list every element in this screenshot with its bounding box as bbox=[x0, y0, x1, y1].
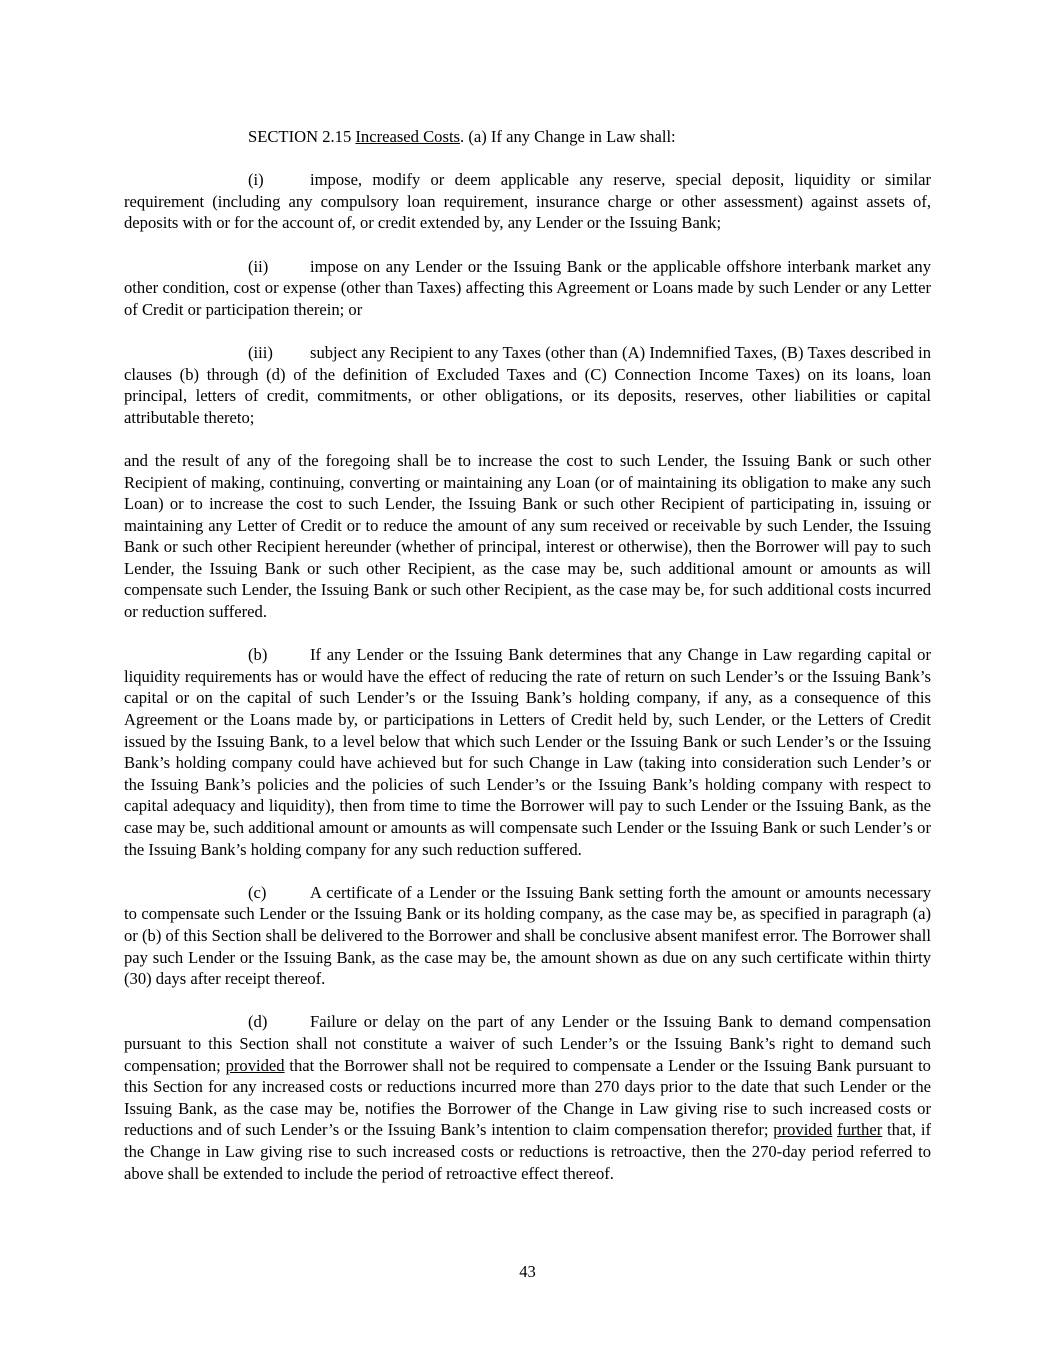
clause-ii-marker: (ii) bbox=[248, 256, 269, 276]
paragraph-d-text-3: that, if the Change in Law giving rise to such increased costs or reductions is retroactive, then the 270-day period referred to above shall be extended to include the period of retroactive effect thereof. bbox=[124, 1120, 931, 1183]
document-body bbox=[124, 126, 931, 1184]
paragraph-d-text-2: that the Borrower shall not be required to compensate a Lender or the Issuing Bank pursuant to this Section for any increased costs or reductions incurred more than 270 days prior to the date that such Lender or the Issuing Bank, as the case may be, notifies the Borrower of the Change in Law giving rise to such increased costs or reductions and of such Lender’s or the Issuing Bank’s intention to claim compensation therefor; bbox=[124, 1055, 931, 1140]
clause-ii-text: impose on any Lender or the Issuing Bank or the applicable offshore interbank market any other condition, cost or expense (other than Taxes) affecting this Agreement or Loans made by such Lender or any Letter of Credit or participation therein; or bbox=[124, 256, 931, 319]
clause-i bbox=[124, 169, 931, 234]
clause-iii-text: subject any Recipient to any Taxes (other than (A) Indemnified Taxes, (B) Taxes described in clauses (b) through (d) of the definition of Excluded Taxes and (C) Connection Income Taxes) on its loans, loan principal, letters of credit, commitments, or other obligations, or its deposits, reserves, other liabilities or capital attributable thereto; bbox=[124, 342, 931, 427]
clause-iii-marker: (iii) bbox=[248, 342, 273, 362]
paragraph-d-marker: (d) bbox=[248, 1012, 268, 1032]
provided-term: provided bbox=[225, 1055, 285, 1075]
provided-further-term: provided bbox=[773, 1120, 833, 1140]
paragraph-b-text: If any Lender or the Issuing Bank determines that any Change in Law regarding capital or liquidity requirements has or would have the effect of reducing the rate of return on such Lender’s or the Issuing Bank’s capital or on the capital of such Lender’s or the Issuing Bank’s holding company, if any, as a consequence of this Agreement or the Loans made by, or participations in Letters of Credit held by, such Lender, or the Letters of Credit issued by the Issuing Bank, to a level below that which such Lender or the Issuing Bank or such Lender’s or the Issuing Bank’s holding company could have achieved but for such Change in Law (taking into consideration such Lender’s or the Issuing Bank’s policies and the policies of such Lender’s or the Issuing Bank’s holding company with respect to capital adequacy and liquidity), then from time to time the Borrower will pay to such Lender or the Issuing Bank, as the case may be, such additional amount or amounts as will compensate such Lender or the Issuing Bank or such Lender’s or the Issuing Bank’s holding company for any such reduction suffered. bbox=[124, 645, 931, 859]
paragraph-d-text-1: Failure or delay on the part of any Lender or the Issuing Bank to demand compensation pursuant to this Section shall not constitute a waiver of such Lender’s or the Issuing Bank’s right to demand such compensation; bbox=[124, 1012, 931, 1075]
clause-iii bbox=[124, 342, 931, 428]
section-title: Increased Costs bbox=[355, 127, 461, 146]
paragraph-c bbox=[124, 882, 931, 990]
further-term: further bbox=[837, 1120, 883, 1140]
section-number: SECTION 2.15 bbox=[248, 127, 356, 146]
page-number: 43 bbox=[519, 1262, 536, 1281]
clause-ii bbox=[124, 256, 931, 321]
paragraph-c-text: A certificate of a Lender or the Issuing Bank setting forth the amount or amounts necessary to compensate such Lender or the Issuing Bank or its holding company, as the case may be, as specified in paragraph (a) or (b) of this Section shall be delivered to the Borrower and shall be conclusive absent manifest error. The Borrower shall pay such Lender or the Issuing Bank, as the case may be, the amount shown as due on any such certificate within thirty (30) days after receipt thereof. bbox=[124, 882, 931, 989]
paragraph-d bbox=[124, 1011, 931, 1184]
result-paragraph: and the result of any of the foregoing shall be to increase the cost to such Lender, the Issuing Bank or such other Recipient of making, continuing, converting or maintaining any Loan (or of maintaining its obligation to make any such Loan) or to increase the cost to such Lender, the Issuing Bank or such other Recipient of participating in, issuing or maintaining any Letter of Credit or to reduce the amount of any sum received or receivable by such Lender, the Issuing Bank or such other Recipient hereunder (whether of principal, interest or otherwise), then the Borrower will pay to such Lender, the Issuing Bank or such other Recipient, as the case may be, such additional amount or amounts as will compensate such Lender, the Issuing Bank or such other Recipient, as the case may be, for such additional costs incurred or reduction suffered. bbox=[124, 450, 931, 622]
paragraph-c-marker: (c) bbox=[248, 882, 267, 902]
paragraph-b-marker: (b) bbox=[248, 645, 268, 665]
section-intro: . (a) If any Change in Law shall: bbox=[460, 127, 676, 146]
clause-i-text: impose, modify or deem applicable any reserve, special deposit, liquidity or similar requirement (including any compulsory loan requirement, insurance charge or other assessment) against assets of, deposits with or for the account of, or credit extended by, any Lender or the Issuing Bank; bbox=[124, 170, 931, 233]
clause-i-marker: (i) bbox=[248, 170, 264, 190]
paragraph-b bbox=[124, 644, 931, 860]
section-heading bbox=[124, 126, 931, 148]
